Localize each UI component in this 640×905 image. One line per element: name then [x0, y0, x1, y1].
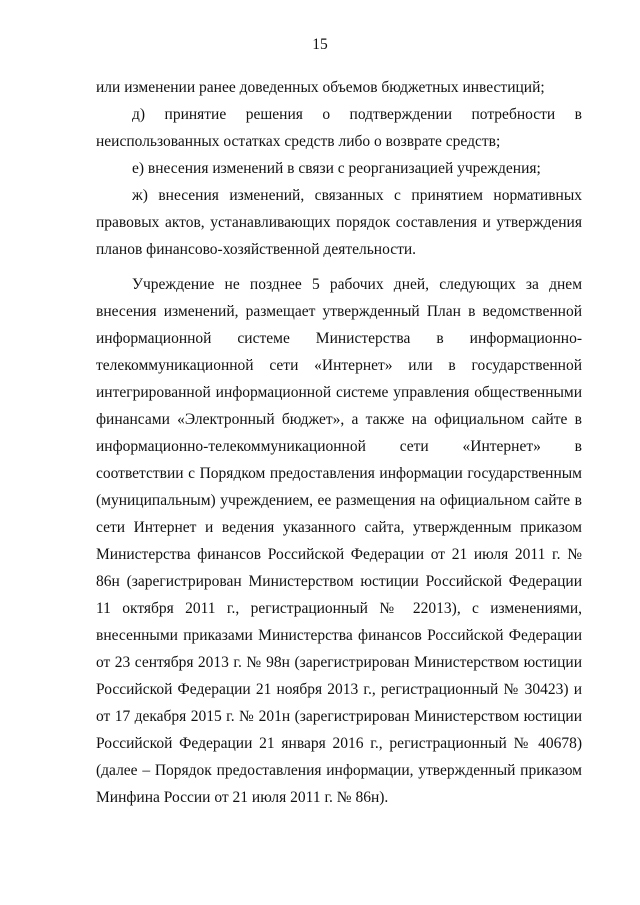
paragraph-item-zh: ж) внесения изменений, связанных с принятием нормативных правовых актов, устанавливающих порядок составления и утверждения планов финансово-хозяйственной деятельности.: [96, 187, 582, 258]
paragraph-item-e: е) внесения изменений в связи с реорганизацией учреждения;: [132, 160, 541, 177]
page-number: 15: [312, 36, 328, 53]
paragraph-continuation: или изменении ранее доведенных объемов бюджетных инвестиций;: [96, 79, 545, 96]
paragraph-item-d: д) принятие решения о подтверждении потребности в неиспользованных остатках средств либо о возврате средств;: [96, 106, 582, 150]
document-body: [96, 74, 582, 811]
paragraph-main: Учреждение не позднее 5 рабочих дней, следующих за днем внесения изменений, размещает утвержденный План в ведомственной информационной системе Министерства в информационно-телекоммуникационной сети «Интернет» или в государственной интегрированной информационной системе управления общественными финансами «Электронный бюджет», а также на официальном сайте в информационно-телекоммуникационной сети «Интернет» в соответствии с Порядком предоставления информации государственным (муниципальным) учреждением, ее размещения на официальном сайте в сети Интернет и ведения указанного сайта, утвержденным приказом Министерства финансов Российской Федерации от 21 июля 2011 г. № 86н (зарегистрирован Министерством юстиции Российской Федерации 11 октября 2011 г., регистрационный № 22013), с изменениями, внесенными приказами Министерства финансов Российской Федерации от 23 сентября 2013 г. № 98н (зарегистрирован Министерством юстиции Российской Федерации 21 ноября 2013 г., регистрационный № 30423) и от 17 декабря 2015 г. № 201н (зарегистрирован Министерством юстиции Российской Федерации 21 января 2016 г., регистрационный № 40678) (далее – Порядок предоставления информации, утвержденный приказом Минфина России от 21 июля 2011 г. № 86н).: [96, 276, 582, 806]
